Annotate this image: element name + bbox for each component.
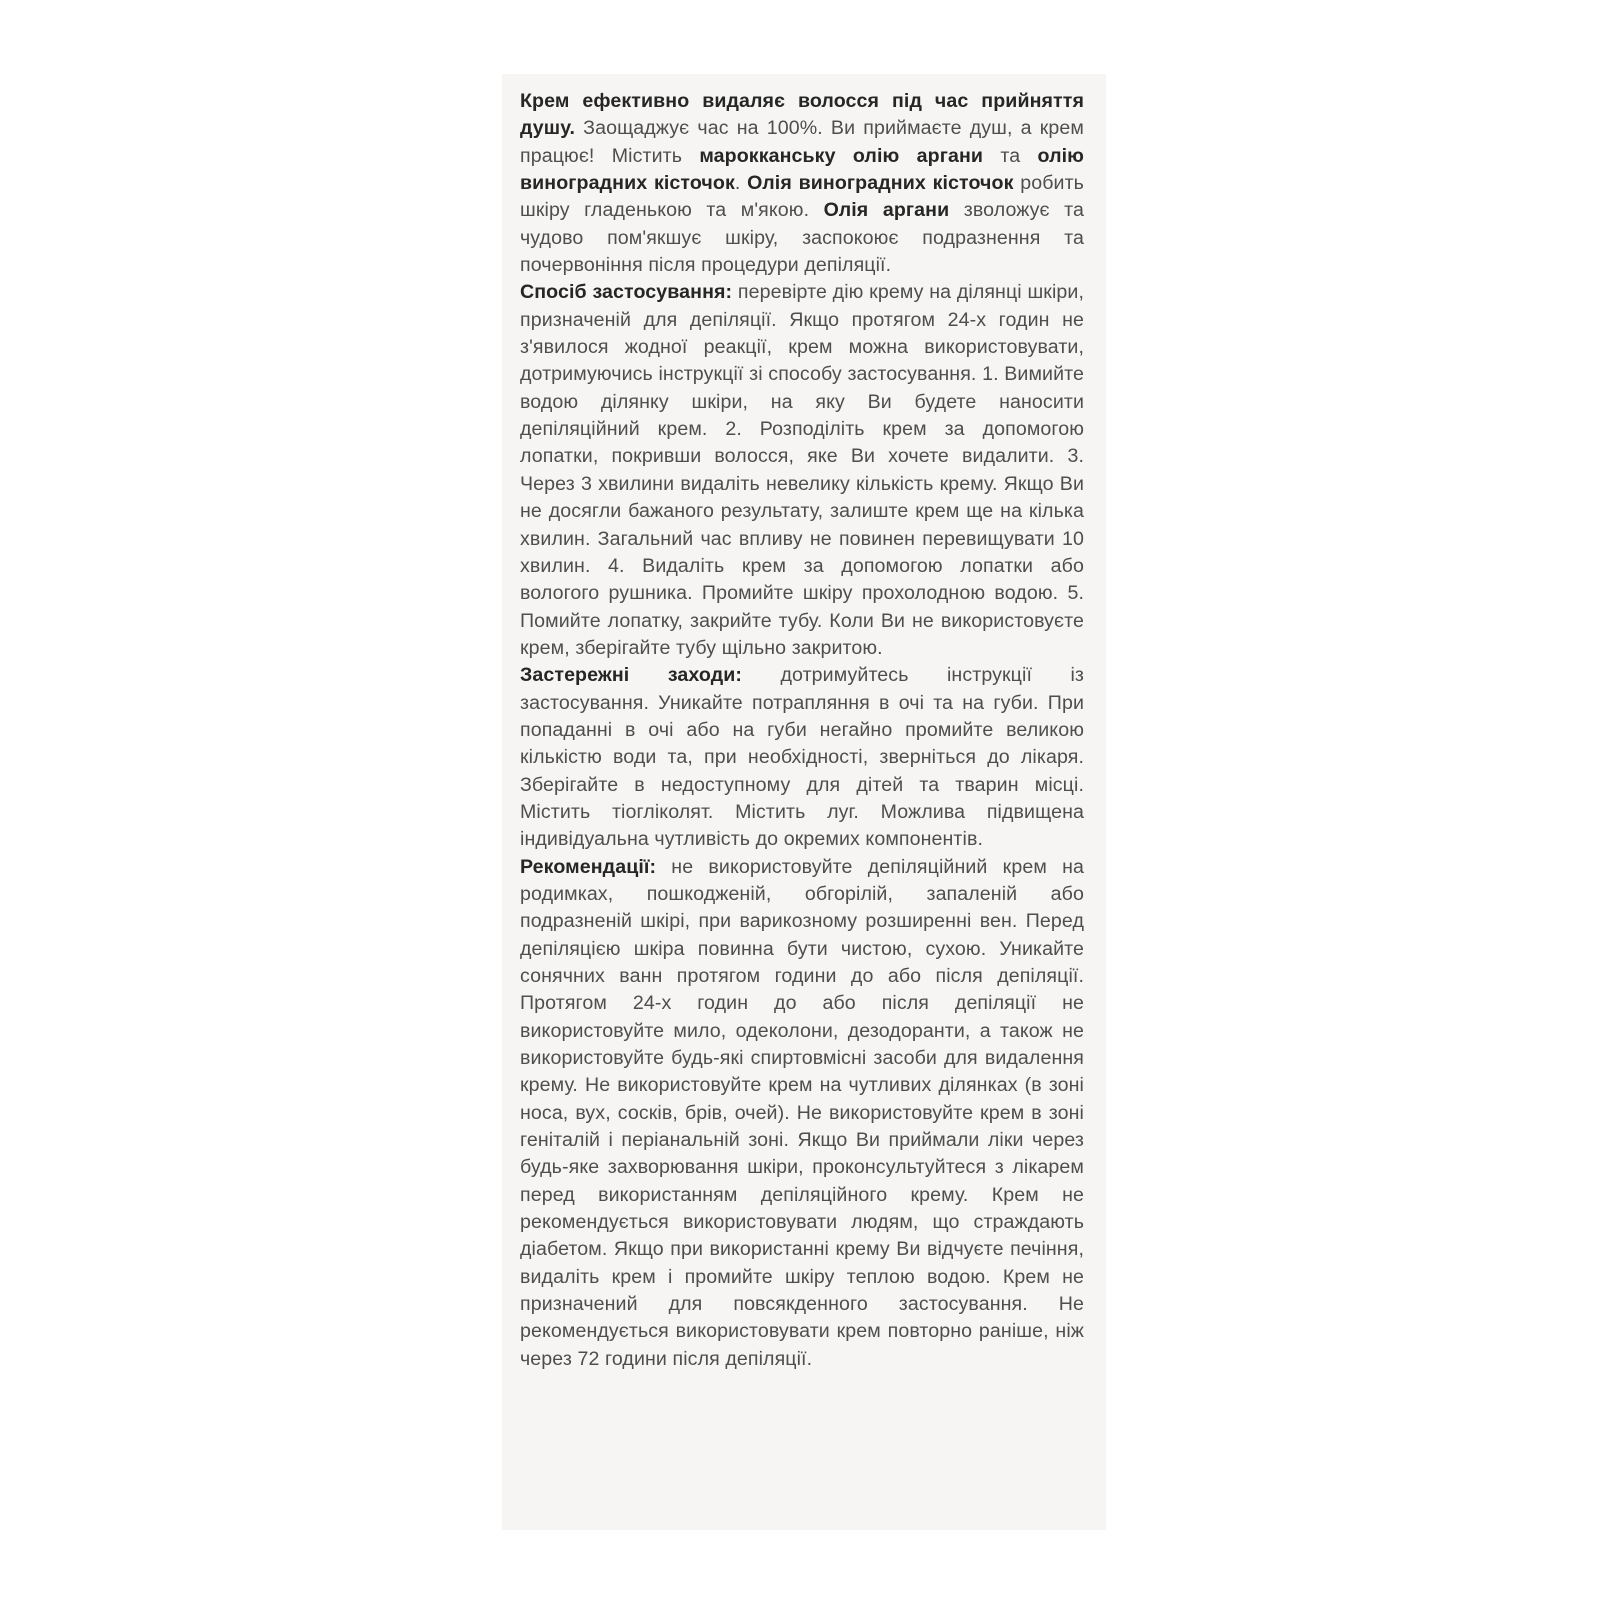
recommendations-paragraph xyxy=(520,854,1084,1374)
intro-paragraph xyxy=(520,88,1084,279)
intro-text-1: Заощаджує час на 100%. Ви приймаєте душ, а крем працює! Містить xyxy=(520,117,1084,167)
intro-bold-grapeseed: олію виноградних кісточок xyxy=(520,144,1084,195)
intro-text-5: зволожує та чудово пом'якшує шкіру, заспокоює подразнення та почервоніння після процедури депіляції. xyxy=(520,199,1084,277)
precautions-text: дотримуйтесь інструкції із застосування. Уникайте потрапляння в очі та на губи. При попаданні в очі або на губи негайно промийте великою кількістю води та, при необхідності, зверніться до лікаря. Зберігайте в недоступному для дітей та тварин місці. Містить тіогліколят. Містить луг. Можлива підвищена індивідуальна чутливість до окремих компонентів. xyxy=(520,664,1085,851)
intro-bold-1: Крем ефективно видаляє волосся під час прийняття душу. xyxy=(520,90,1084,140)
intro-bold-argan: марокканську олію аргани xyxy=(699,144,984,167)
intro-text-3: . xyxy=(734,172,748,195)
precautions-paragraph xyxy=(520,662,1084,853)
usage-text: перевірте дію крему на ділянці шкіри, призначеній для депіляції. Якщо протягом 24-х годин не з'явилося жодної реакції, крем можна використовувати, дотримуючись інструкції зі способу застосування. 1. Вимийте водою ділянку шкіри, на яку Ви будете наносити депіляційний крем. 2. Розподіліть крем за допомогою лопатки, покривши волосся, яке Ви хочете видалити. 3. Через 3 хвилини видаліть невелику кількість крему. Якщо Ви не досягли бажаного результату, залиште крем ще на кілька хвилин. Загальний час впливу не повинен перевищувати 10 хвилин. 4. Видаліть крем за допомогою лопатки або вологого рушника. Промийте шкіру прохолодною водою. 5. Помийте лопатку, закрийте тубу. Коли Ви не використовуєте крем, зберігайте тубу щільно закритою. xyxy=(520,281,1084,659)
intro-text-4: робить шкіру гладенькою та м'якою. xyxy=(520,172,1084,222)
intro-bold-argan-2: Олія аргани xyxy=(823,199,950,222)
intro-text-2: та xyxy=(983,144,1038,167)
precautions-heading: Застережні заходи: xyxy=(520,664,743,687)
product-label-panel xyxy=(502,74,1106,1530)
usage-heading: Спосіб застосування: xyxy=(520,281,733,304)
usage-paragraph xyxy=(520,279,1084,662)
recommendations-heading: Рекомендації: xyxy=(520,855,657,878)
label-text-block xyxy=(520,88,1084,1373)
intro-bold-grapeseed-2: Олія виноградних кісточок xyxy=(747,172,1014,195)
recommendations-text: не використовуйте депіляційний крем на родимках, пошкодженій, обгорілій, запаленій або подразненій шкірі, при варикозному розширенні вен. Перед депіляцією шкіра повинна бути чистою, сухою. Уникайте сонячних ванн протягом години до або після депіляції. Протягом 24-х годин до або після депіляції не використовуйте мило, одеколони, дезодоранти, а також не використовуйте будь-які спиртовмісні засоби для видалення крему. Не використовуйте крем на чутливих ділянках (в зоні носа, вух, сосків, брів, очей). Не використовуйте крем в зоні геніталій і періанальній зоні. Якщо Ви приймали ліки через будь-яке захворювання шкіри, проконсультуйтеся з лікарем перед використанням депіляційного крему. Крем не рекомендується використовувати людям, що страждають діабетом. Якщо при використанні крему Ви відчуєте печіння, видаліть крем і промийте шкіру теплою водою. Крем не призначений для повсякденного застосування. Не рекомендується використовувати крем повторно раніше, ніж через 72 години після депіляції. xyxy=(520,855,1084,1370)
